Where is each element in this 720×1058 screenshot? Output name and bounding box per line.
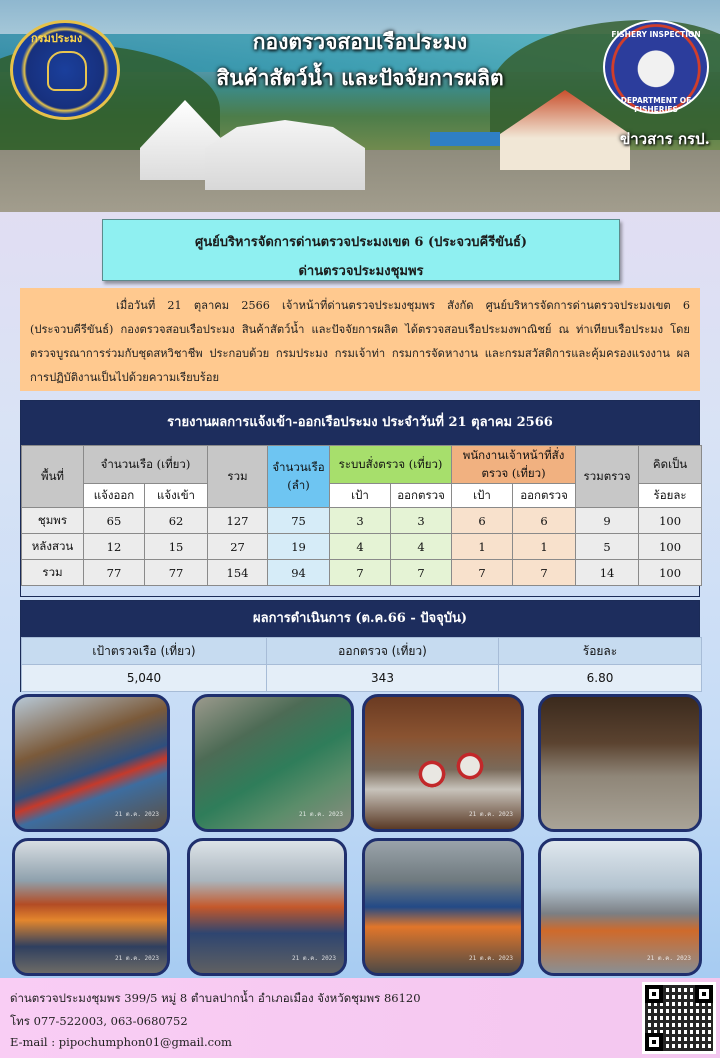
footer-address: ด่านตรวจประมงชุมพร 399/5 หมู่ 8 ตำบลปากน้ำ อำเภอเมือง จังหวัดชุมพร 86120 xyxy=(10,991,421,1005)
row-off-target: 7 xyxy=(452,560,513,586)
row-total: 154 xyxy=(208,560,268,586)
photo-timestamp: 21 ต.ค. 2023 xyxy=(468,811,513,818)
results-header-percent: ร้อยละ xyxy=(499,638,702,665)
header-boats-trips: จำนวนเรือ (เที่ยว) xyxy=(84,446,208,484)
row-off-target: 1 xyxy=(452,534,513,560)
row-sys-target: 3 xyxy=(330,508,391,534)
footer-email[interactable]: E-mail : pipochumphon01@gmail.com xyxy=(10,1035,232,1049)
banner-title-line2: สินค้าสัตว์น้ำ และปัจจัยการผลิต xyxy=(216,65,504,90)
results-value-inspect: 343 xyxy=(267,665,499,692)
news-paragraph: เมื่อวันที่ 21 ตุลาคม 2566 เจ้าหน้าที่ด่านตรวจประมงชุมพร สังกัด ศูนย์บริหารจัดการด่านตรวจประมงเขต 6 (ประจวบคีรีขันธ์) กองตรวจสอบเรือประมง สินค้าสัตว์น้ำ และปัจจัยการผลิต ได้ตรวจสอบเรือประมงพาณิชย์ ณ ท่าเทียบเรือประมง โดยตรวจบูรณาการร่วมกับชุดสหวิชาชีพ ประกอบด้วย กรมประมง กรมเจ้าท่า กรมการจัดหางาน และกรมสวัสดิการและคุ้มครองแรงงาน ผลการปฏิบัติงานเป็นไปด้วยความเรียบร้อย xyxy=(20,288,700,391)
row-sum: 14 xyxy=(576,560,639,586)
results-table xyxy=(21,637,702,692)
photo-timestamp: 21 ต.ค. 2023 xyxy=(298,811,343,818)
center-title-box xyxy=(102,219,620,281)
banner-blue-roof xyxy=(430,132,500,146)
photo-timestamp: 21 ต.ค. 2023 xyxy=(468,955,513,962)
row-sys-target: 7 xyxy=(330,560,391,586)
results-value-percent: 6.80 xyxy=(499,665,702,692)
header-off-inspect: ออกตรวจ xyxy=(513,484,576,508)
results-header-inspect: ออกตรวจ (เที่ยว) xyxy=(267,638,499,665)
row-area: รวม xyxy=(22,560,84,586)
photo-fishing-boat xyxy=(12,694,170,832)
photo-timestamp: 21 ต.ค. 2023 xyxy=(291,955,336,962)
row-total: 127 xyxy=(208,508,268,534)
photo-officers-documents xyxy=(362,838,524,976)
results-value-target: 5,040 xyxy=(22,665,267,692)
row-sys-target: 4 xyxy=(330,534,391,560)
photo-fishing-net xyxy=(192,694,354,832)
row-in: 77 xyxy=(145,560,208,586)
logo-right-top-text: FISHERY INSPECTION xyxy=(611,30,701,39)
row-sys-inspect: 3 xyxy=(391,508,452,534)
report-table xyxy=(21,445,702,586)
table-row xyxy=(22,508,702,534)
qr-code-icon[interactable] xyxy=(642,982,716,1054)
header-area: พื้นที่ xyxy=(22,446,84,508)
photo-timestamp: 21 ต.ค. 2023 xyxy=(114,811,159,818)
row-pct: 100 xyxy=(639,508,702,534)
row-in: 62 xyxy=(145,508,208,534)
row-out: 12 xyxy=(84,534,145,560)
photo-crew-inspection-2 xyxy=(187,838,347,976)
photo-group-crew xyxy=(538,838,702,976)
header-in: แจ้งเข้า xyxy=(145,484,208,508)
header-percent-bottom: ร้อยละ xyxy=(639,484,702,508)
fishery-inspection-logo xyxy=(603,20,709,114)
results-section xyxy=(20,600,700,692)
row-sum: 9 xyxy=(576,508,639,534)
logo-left-caption: กรมประมง xyxy=(31,32,83,45)
row-sys-inspect: 4 xyxy=(391,534,452,560)
photo-timestamp: 21 ต.ค. 2023 xyxy=(646,955,691,962)
row-boats: 19 xyxy=(268,534,330,560)
row-out: 65 xyxy=(84,508,145,534)
row-pct: 100 xyxy=(639,560,702,586)
row-in: 15 xyxy=(145,534,208,560)
news-label: ข่าวสาร กรป. xyxy=(620,130,710,148)
header-percent-top: คิดเป็น xyxy=(639,446,702,484)
basket-icon xyxy=(453,749,487,783)
row-boats: 94 xyxy=(268,560,330,586)
banner-building xyxy=(205,120,365,190)
row-total: 27 xyxy=(208,534,268,560)
report-title: รายงานผลการแจ้งเข้า-ออกเรือประมง ประจำวันที่ 21 ตุลาคม 2566 xyxy=(21,401,699,445)
logo-right-bottom-text: DEPARTMENT OF FISHERIES xyxy=(620,96,692,114)
header-banner xyxy=(0,0,720,212)
header-out: แจ้งออก xyxy=(84,484,145,508)
header-boats-count: จำนวนเรือ (ลำ) xyxy=(268,446,330,508)
row-area: หลังสวน xyxy=(22,534,84,560)
table-row xyxy=(22,534,702,560)
basket-icon xyxy=(415,757,449,791)
row-area: ชุมพร xyxy=(22,508,84,534)
photo-fish-catch xyxy=(538,694,702,832)
report-table-section xyxy=(20,400,700,597)
photo-crew-inspection-1 xyxy=(12,838,170,976)
row-off-target: 6 xyxy=(452,508,513,534)
row-off-inspect: 6 xyxy=(513,508,576,534)
header-off-target: เป้า xyxy=(452,484,513,508)
photo-timestamp: 21 ต.ค. 2023 xyxy=(114,955,159,962)
row-sys-inspect: 7 xyxy=(391,560,452,586)
header-total: รวม xyxy=(208,446,268,508)
row-off-inspect: 1 xyxy=(513,534,576,560)
header-sys-inspect: ออกตรวจ xyxy=(391,484,452,508)
center-title-line2: ด่านตรวจประมงชุมพร xyxy=(298,264,424,279)
center-title-line1: ศูนย์บริหารจัดการด่านตรวจประมงเขต 6 (ประจวบคีรีขันธ์) xyxy=(194,235,528,250)
row-pct: 100 xyxy=(639,534,702,560)
photo-fish-hold xyxy=(362,694,524,832)
footer-phone: โทร 077-522003, 063-0680752 xyxy=(10,1014,188,1028)
header-sum-inspect: รวมตรวจ xyxy=(576,446,639,508)
footer xyxy=(0,978,720,1058)
row-out: 77 xyxy=(84,560,145,586)
header-system-inspection: ระบบสั่งตรวจ (เที่ยว) xyxy=(330,446,452,484)
row-off-inspect: 7 xyxy=(513,560,576,586)
header-officer-inspection: พนักงานเจ้าหน้าที่สั่งตรวจ (เที่ยว) xyxy=(452,446,576,484)
banner-title-line1: กองตรวจสอบเรือประมง xyxy=(252,29,468,54)
results-header-target: เป้าตรวจเรือ (เที่ยว) xyxy=(22,638,267,665)
results-title: ผลการดำเนินการ (ต.ค.66 - ปัจจุบัน) xyxy=(21,601,699,637)
table-row-total xyxy=(22,560,702,586)
row-boats: 75 xyxy=(268,508,330,534)
header-sys-target: เป้า xyxy=(330,484,391,508)
row-sum: 5 xyxy=(576,534,639,560)
